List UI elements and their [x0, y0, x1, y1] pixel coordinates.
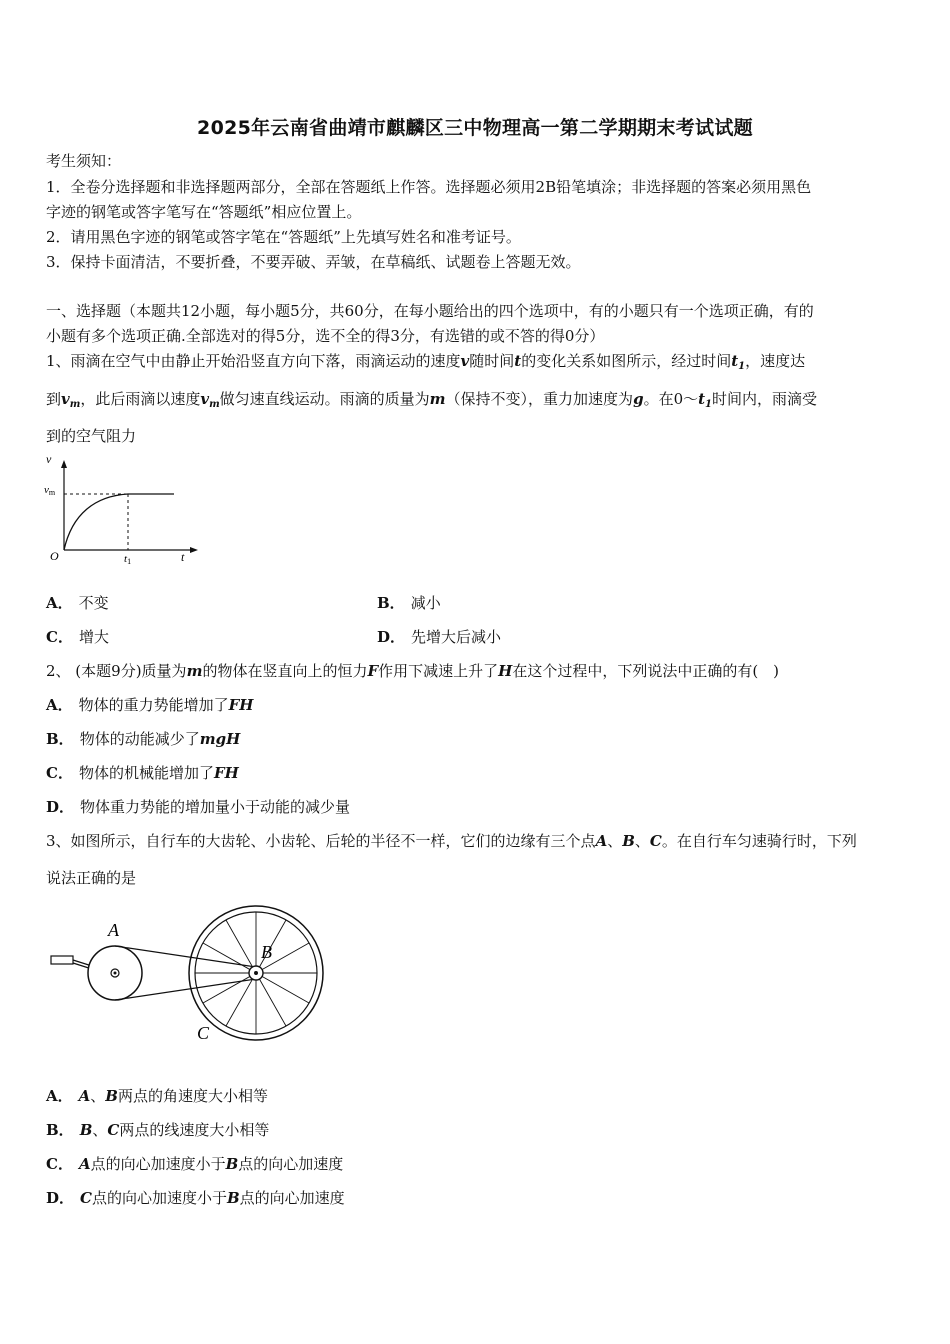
q1-option-d[interactable]: D． 先增大后减小: [377, 628, 502, 646]
q3-option-a[interactable]: A． A、B两点的角速度大小相等: [46, 1087, 268, 1105]
q3-option-d[interactable]: D． C点的向心加速度小于B点的向心加速度: [46, 1189, 345, 1207]
point-a-label: A: [108, 920, 119, 940]
var-t: t: [514, 352, 522, 370]
y-axis-arrow-icon: [61, 460, 67, 468]
var-vm: $v_m$: [61, 390, 81, 410]
pedal-icon: [51, 956, 73, 964]
var-v: v: [460, 352, 470, 370]
q2-option-b[interactable]: B． 物体的动能减少了mgH: [46, 730, 241, 748]
page-title: 2025年云南省曲靖市麒麟区三中物理高一第二学期期末考试试题: [197, 117, 753, 139]
x-axis-label: t: [181, 550, 185, 564]
q2-stem: 2、 (本题9分)质量为m的物体在竖直向上的恒力F作用下减速上升了H在这个过程中，下列说法中正确的有( ): [46, 662, 780, 680]
var-g: g: [633, 390, 644, 408]
q2-option-c[interactable]: C． 物体的机械能增加了FH: [46, 764, 239, 782]
q3-stem-line-2: 说法正确的是: [46, 869, 137, 887]
q1-option-c[interactable]: C． 增大: [46, 628, 109, 646]
q3-option-c[interactable]: C． A点的向心加速度小于B点的向心加速度: [46, 1155, 344, 1173]
velocity-time-graph: [40, 450, 205, 570]
vm-label: vm: [44, 484, 56, 497]
notice-item-3: 3．保持卡面清洁，不要折叠，不要弄破、弄皱，在草稿纸、试题卷上答题无效。: [46, 253, 581, 271]
q1-option-b[interactable]: B． 减小: [377, 594, 441, 612]
x-axis-arrow-icon: [190, 547, 198, 553]
q1-stem-line-3: 到的空气阻力: [46, 427, 137, 445]
var-vm: $v_m$: [200, 390, 220, 410]
notice-item-1-line-2: 字迹的钢笔或答字笔写在“答题纸”相应位置上。: [46, 203, 362, 221]
point-c-label: C: [197, 1023, 210, 1043]
q3-option-b[interactable]: B． B、C两点的线速度大小相等: [46, 1121, 270, 1139]
section-heading-line-2: 小题有多个选项正确.全部选对的得5分，选不全的得3分，有选错的或不答的得0分）: [46, 327, 605, 345]
q1-option-a[interactable]: A． 不变: [46, 594, 109, 612]
notice-item-1-line-1: 1．全卷分选择题和非选择题两部分，全部在答题纸上作答。选择题必须用2B铅笔填涂；非选择题的答案必须用黑色: [46, 178, 812, 196]
var-m: m: [429, 390, 446, 408]
q2-option-d[interactable]: D． 物体重力势能的增加量小于动能的减少量: [46, 798, 351, 816]
q1-stem-line-1: 1、雨滴在空气中由静止开始沿竖直方向下落，雨滴运动的速度v随时间t的变化关系如图所示，经过时间$t_1$，速度达: [46, 352, 806, 372]
notice-item-2: 2．请用黑色字迹的钢笔或答字笔在“答题纸”上先填写姓名和准考证号。: [46, 228, 521, 246]
bicycle-gear-figure: [40, 900, 340, 1050]
q1-stem-line-2: 到$v_m$，此后雨滴以速度$v_m$做匀速直线运动。雨滴的质量为m（保持不变），重力加速度为g。在$0\sim t_1$时间内，雨滴受: [46, 390, 818, 410]
var-t1: $t_1$: [698, 390, 713, 410]
origin-label: O: [50, 549, 59, 563]
var-t1: $t_1$: [731, 352, 746, 372]
section-heading-line-1: 一、选择题（本题共12小题，每小题5分，共60分，在每小题给出的四个选项中，有的小题只有一个选项正确，有的: [46, 302, 814, 320]
point-b-label: B: [261, 942, 272, 962]
notice-heading: 考生须知：: [46, 152, 122, 170]
y-axis-label: v: [46, 452, 52, 466]
q3-stem-line-1: 3、如图所示，自行车的大齿轮、小齿轮、后轮的半径不一样，它们的边缘有三个点A、B、C。在自行车匀速骑行时，下列: [46, 832, 857, 850]
t1-label: t1: [124, 553, 132, 566]
q2-option-a[interactable]: A． 物体的重力势能增加了FH: [46, 696, 254, 714]
velocity-curve: [64, 494, 128, 550]
